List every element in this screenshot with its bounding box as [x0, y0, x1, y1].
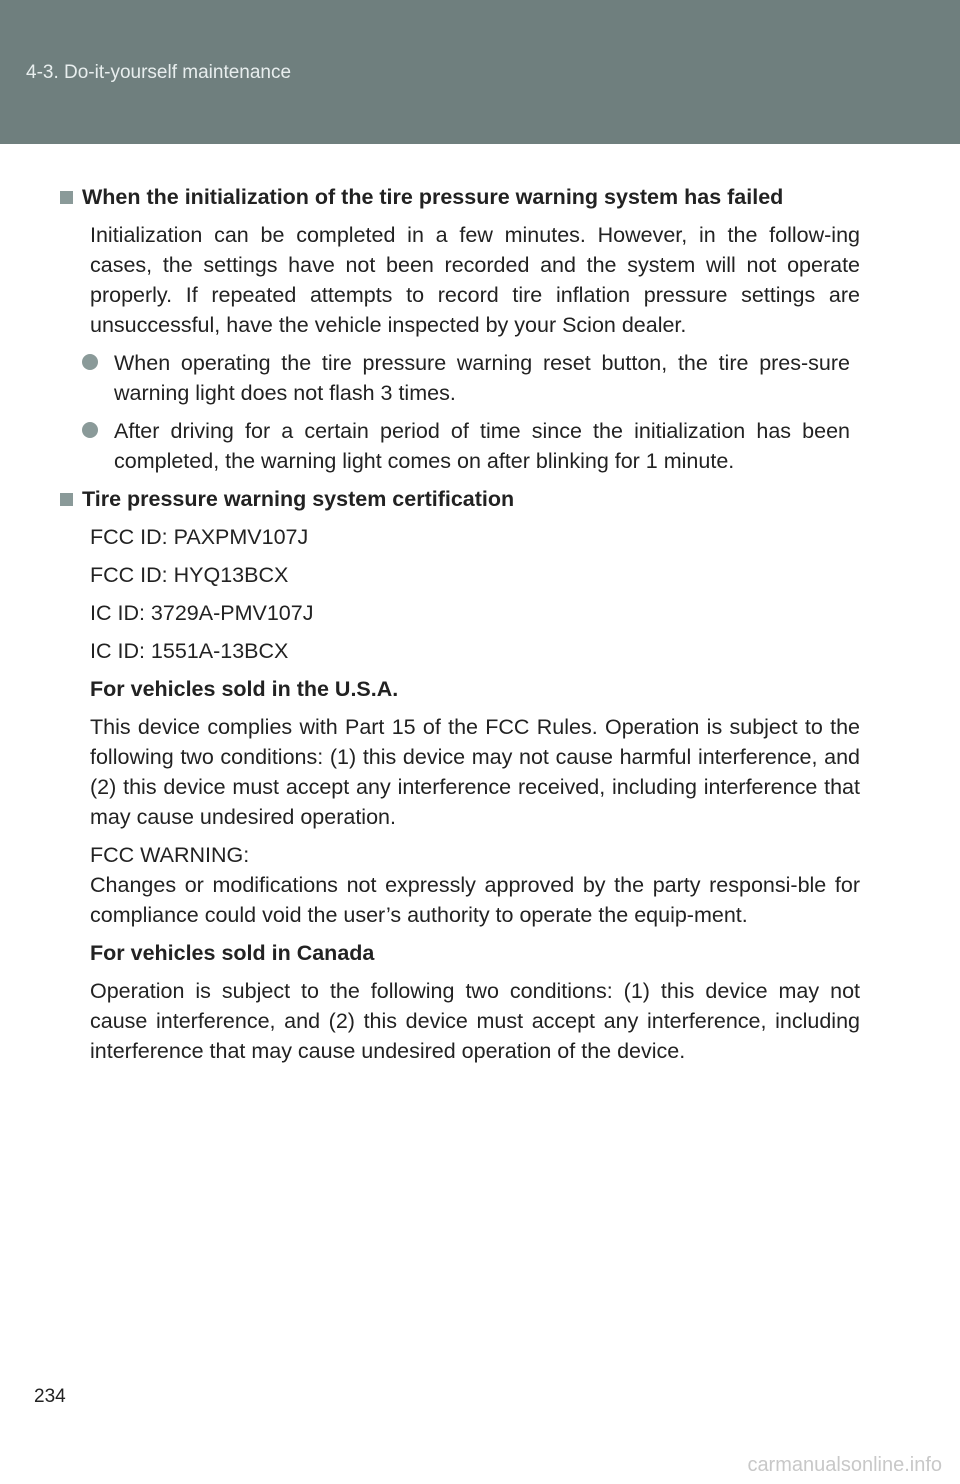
list-item [108, 416, 850, 476]
square-bullet-icon [60, 493, 73, 506]
canada-subheading: For vehicles sold in Canada [90, 941, 375, 965]
ic-id-1: IC ID: 3729A-PMV107J [90, 601, 314, 625]
list-item-text: When operating the tire pressure warning reset button, the tire pres-sure warning light does not flash 3 times. [114, 351, 850, 405]
list-item [108, 348, 850, 408]
usa-paragraph: This device complies with Part 15 of the FCC Rules. Operation is subject to the following two conditions: (1) this device may not cause harmful interference, and (2) this device must accept any interference received, including interference that may cause undesired operation. [90, 715, 860, 829]
heading-text: Tire pressure warning system certification [82, 487, 515, 511]
watermark: carmanualsonline.info [747, 1454, 942, 1476]
fcc-warning [90, 840, 860, 930]
page-content [82, 182, 860, 1074]
circle-bullet-icon [82, 354, 98, 370]
heading-certification [60, 484, 860, 514]
square-bullet-icon [60, 191, 73, 204]
heading-initialization-failed [60, 182, 860, 212]
fcc-warning-text: Changes or modifications not expressly approved by the party responsi-ble for compliance could void the user’s authority to operate the equip-ment. [90, 873, 860, 927]
heading-text: When the initialization of the tire pressure warning system has failed [82, 185, 784, 209]
section-header-bar [0, 0, 960, 144]
fcc-id-2: FCC ID: HYQ13BCX [90, 563, 289, 587]
canada-paragraph: Operation is subject to the following two conditions: (1) this device may not cause interference, and (2) this device must accept any interference, including interference that may cause undesired operation of the device. [90, 979, 860, 1063]
initialization-paragraph: Initialization can be completed in a few minutes. However, in the follow-ing cases, the settings have not been recorded and the system will not operate properly. If repeated attempts to record tire inflation pressure settings are unsuccessful, have the vehicle inspected by your Scion dealer. [90, 223, 860, 337]
section-title: 4-3. Do-it-yourself maintenance [26, 62, 292, 83]
fcc-warning-label: FCC WARNING: [90, 843, 250, 867]
circle-bullet-icon [82, 422, 98, 438]
list-item-text: After driving for a certain period of time since the initialization has been completed, the warning light comes on after blinking for 1 minute. [114, 419, 850, 473]
page-number: 234 [34, 1386, 66, 1407]
failure-cases-list [108, 348, 850, 476]
usa-subheading: For vehicles sold in the U.S.A. [90, 677, 399, 701]
fcc-id-1: FCC ID: PAXPMV107J [90, 525, 309, 549]
ic-id-2: IC ID: 1551A-13BCX [90, 639, 289, 663]
